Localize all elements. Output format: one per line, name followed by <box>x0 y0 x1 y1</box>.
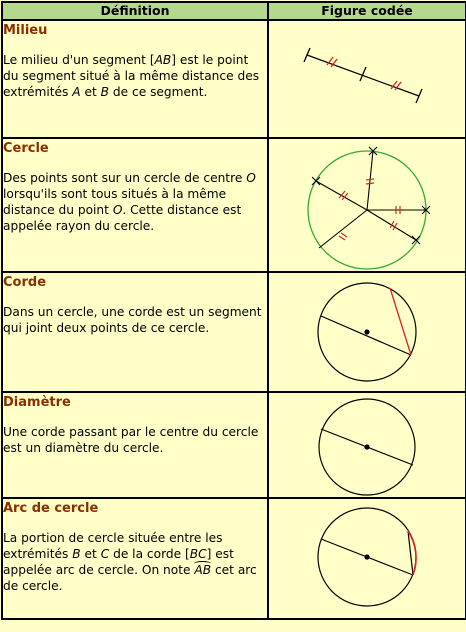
term-title: Arc de cercle <box>3 501 99 516</box>
row-milieu <box>2 20 466 138</box>
figure-cell <box>268 392 466 498</box>
term-title: Diamètre <box>3 395 71 410</box>
term-description: La portion de cercle située entre les extrémités B et C de la corde [BC] est appelée arc de cercle. On note AB cet arc de cercle. <box>3 531 257 593</box>
row-arc <box>2 498 466 619</box>
header-row <box>2 2 466 20</box>
term-title: Cercle <box>3 141 49 156</box>
figure-cell <box>268 272 466 392</box>
term-title: Corde <box>3 275 47 290</box>
term-description: Une corde passant par le centre du cercle est un diamètre du cercle. <box>3 425 259 455</box>
midpoint-figure <box>269 21 465 137</box>
diameter-figure <box>269 393 465 497</box>
term-title: Milieu <box>3 23 48 38</box>
figure-cell <box>268 498 466 619</box>
header-figure: Figure codée <box>268 2 466 20</box>
figure-cell <box>268 138 466 272</box>
circle-figure <box>269 139 465 271</box>
arc-figure <box>269 499 465 618</box>
definition-cell <box>2 498 268 619</box>
term-description: Le milieu d'un segment [AB] est le point du segment situé à la même distance des extrémités A et B de ce segment. <box>3 53 260 99</box>
definition-cell <box>2 138 268 272</box>
definition-cell <box>2 272 268 392</box>
definitions-table <box>1 1 466 620</box>
row-diametre <box>2 392 466 498</box>
definition-cell <box>2 20 268 138</box>
chord-figure <box>269 273 465 391</box>
figure-cell <box>268 20 466 138</box>
term-description: Dans un cercle, une corde est un segment qui joint deux points de ce cercle. <box>3 305 262 335</box>
arc-notation: AB <box>194 563 212 577</box>
header-definition: Définition <box>2 2 268 20</box>
row-corde <box>2 272 466 392</box>
row-cercle <box>2 138 466 272</box>
term-description: Des points sont sur un cercle de centre O lorsqu'ils sont tous situés à la même distance du point O. Cette distance est appelée rayon du cercle. <box>3 171 256 233</box>
definition-cell <box>2 392 268 498</box>
